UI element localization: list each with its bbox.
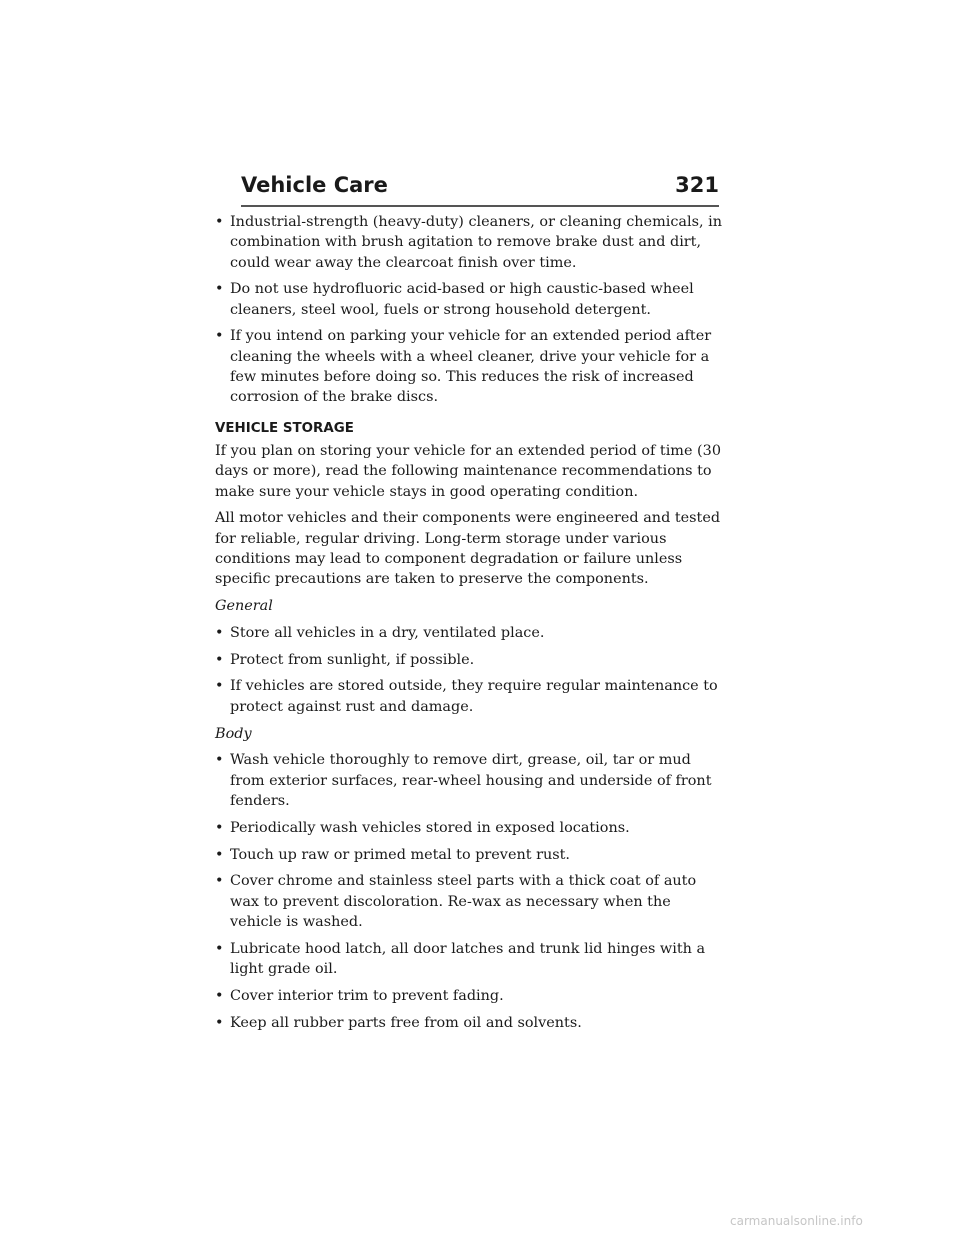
paragraph: All motor vehicles and their components were engineered and tested for reliable, regular driving. Long-term storage under various conditions may lead to component degradation or failure unless specific precautions are taken to preserve the components. [215, 510, 721, 588]
list-item: • Lubricate hood latch, all door latches and trunk lid hinges with a light grade oil. [215, 939, 727, 980]
page-content [215, 212, 727, 1039]
page-number: 321 [675, 173, 719, 197]
list-item: • Keep all rubber parts free from oil and solvents. [215, 1013, 727, 1033]
list-item: • Touch up raw or primed metal to prevent rust. [215, 845, 727, 865]
list-item: • Store all vehicles in a dry, ventilated place. [215, 623, 727, 643]
list-item: • Protect from sunlight, if possible. [215, 650, 727, 670]
list-item: • Do not use hydrofluoric acid-based or high caustic-based wheel cleaners, steel wool, fuels or strong household detergent. [215, 279, 727, 320]
header-divider [241, 205, 719, 207]
paragraph: If you plan on storing your vehicle for an extended period of time (30 days or more), read the following maintenance recommendations to make sure your vehicle stays in good operating condition. [215, 442, 721, 500]
list-item: • If you intend on parking your vehicle for an extended period after cleaning the wheels with a wheel cleaner, drive your vehicle for a few minutes before doing so. This reduces the risk of increased corrosion of the brake discs. [215, 326, 727, 407]
subheading-general: General [215, 598, 273, 615]
list-item: • Cover chrome and stainless steel parts with a thick coat of auto wax to prevent discoloration. Re-wax as necessary when the vehicle is washed. [215, 871, 727, 932]
list-item: • If vehicles are stored outside, they require regular maintenance to protect against rust and damage. [215, 676, 727, 717]
list-item: • Industrial-strength (heavy-duty) cleaners, or cleaning chemicals, in combination with brush agitation to remove brake dust and dirt, could wear away the clearcoat finish over time. [215, 212, 727, 273]
section-heading: VEHICLE STORAGE [215, 420, 354, 436]
list-item: • Wash vehicle thoroughly to remove dirt, grease, oil, tar or mud from exterior surfaces, rear-wheel housing and underside of front fenders. [215, 750, 727, 811]
page-header [241, 172, 719, 198]
section-title: Vehicle Care [241, 173, 388, 197]
watermark: carmanualsonline.info [730, 1214, 863, 1228]
subheading-body: Body [215, 725, 252, 742]
list-item: • Cover interior trim to prevent fading. [215, 986, 727, 1006]
list-item: • Periodically wash vehicles stored in exposed locations. [215, 818, 727, 838]
